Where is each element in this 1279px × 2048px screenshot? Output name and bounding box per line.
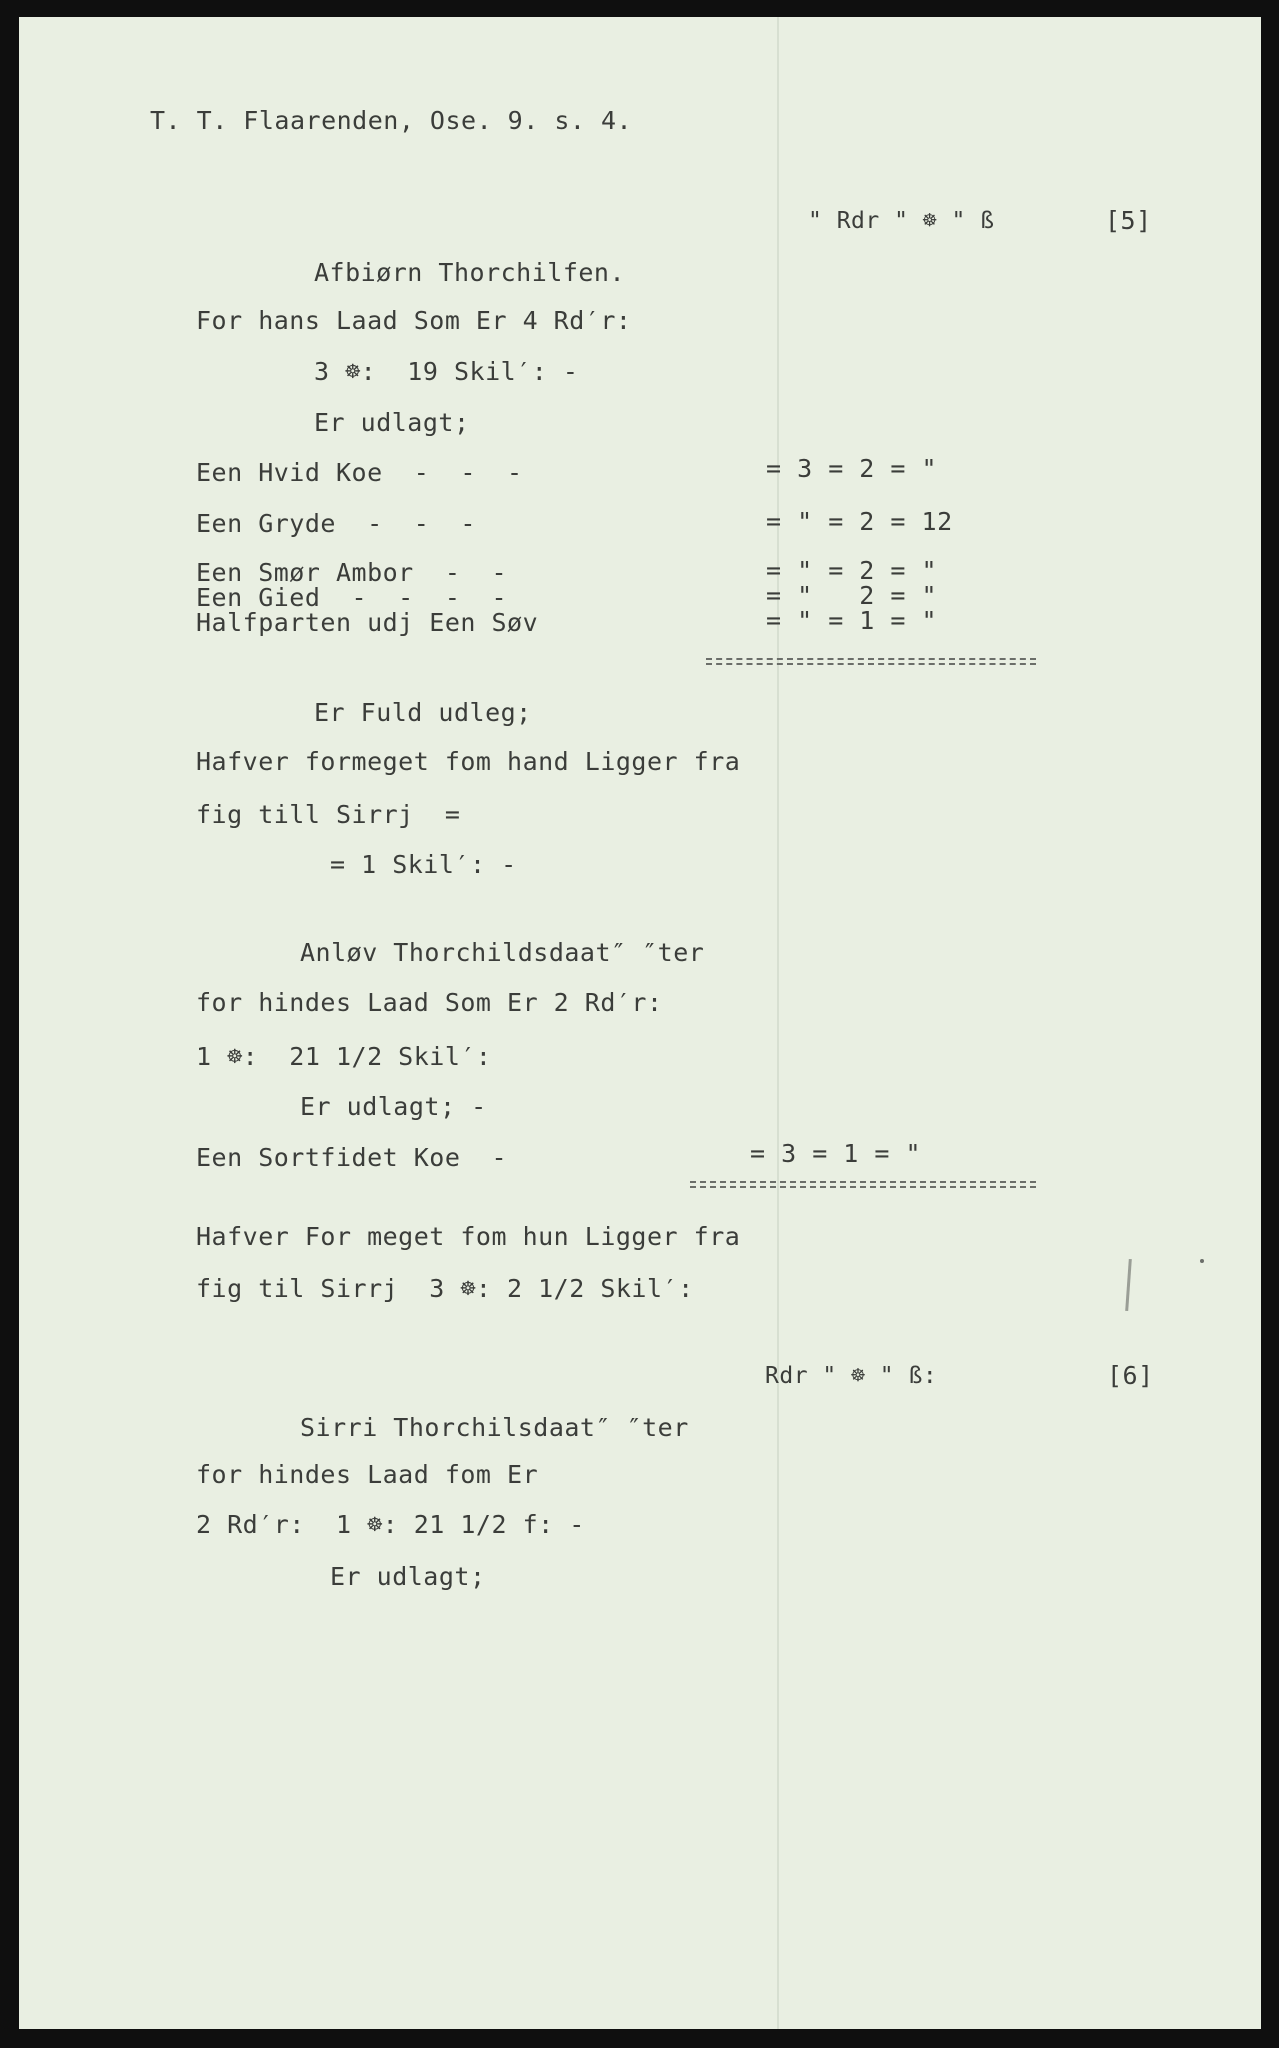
text-line: 1 ☸: 21 1/2 Skil′: bbox=[196, 1042, 492, 1071]
text-line: Er udlagt; bbox=[330, 1562, 486, 1591]
item-amount: = " = 2 = " bbox=[766, 556, 938, 585]
page-number: [6] bbox=[1107, 1361, 1154, 1390]
text-line: for hindes Laad fom Er bbox=[196, 1460, 539, 1489]
text-line: Hafver formeget fom hand Ligger fra bbox=[196, 747, 741, 776]
item-amount: = " = 2 = 12 bbox=[766, 507, 953, 536]
double-rule bbox=[690, 1181, 1036, 1183]
heir-name: Sirri Thorchilsdaat″ ″ter bbox=[300, 1413, 689, 1442]
heir-name: Afbiørn Thorchilfen. bbox=[314, 258, 626, 287]
text-line: Er udlagt; - bbox=[300, 1092, 487, 1121]
text-line: Hafver For meget fom hun Ligger fra bbox=[196, 1222, 741, 1251]
item-amount: = 3 = 1 = " bbox=[750, 1139, 922, 1168]
text-line: Er udlagt; bbox=[314, 408, 470, 437]
item-amount: = " = 1 = " bbox=[766, 606, 938, 635]
item-amount: = " 2 = " bbox=[766, 581, 938, 610]
item-name: Een Hvid Koe - - - bbox=[196, 458, 523, 487]
item-amount: = 3 = 2 = " bbox=[766, 454, 938, 483]
document-header: T. T. Flaarenden, Ose. 9. s. 4. bbox=[150, 106, 633, 135]
item-name: Halfparten udj Een Søv bbox=[196, 608, 539, 637]
page-number: [5] bbox=[1105, 206, 1152, 235]
text-line: fig til Sirrj 3 ☸: 2 1/2 Skil′: bbox=[196, 1274, 694, 1303]
text-line: 3 ☸: 19 Skil′: - bbox=[314, 357, 579, 386]
text-line: Er Fuld udleg; bbox=[314, 698, 532, 727]
item-name: Een Sortfidet Koe - bbox=[196, 1143, 508, 1172]
double-rule bbox=[706, 658, 1036, 660]
column-header: " Rdr " ☸ " ß bbox=[808, 208, 995, 234]
text-line: for hindes Laad Som Er 2 Rd′r: bbox=[196, 988, 663, 1017]
text-line: = 1 Skil′: - bbox=[330, 850, 517, 879]
text-line: 2 Rd′r: 1 ☸: 21 1/2 f: - bbox=[196, 1510, 585, 1539]
item-name: Een Gryde - - - bbox=[196, 509, 476, 538]
ink-dot bbox=[1200, 1259, 1204, 1263]
text-line: fig till Sirrj = bbox=[196, 800, 461, 829]
heir-name: Anløv Thorchildsdaat″ ″ter bbox=[300, 938, 705, 967]
item-name: Een Gied - - - - bbox=[196, 583, 508, 612]
page-fold bbox=[777, 17, 779, 2029]
text-line: For hans Laad Som Er 4 Rd′r: bbox=[196, 306, 632, 335]
column-header: Rdr " ☸ " ß: bbox=[765, 1363, 938, 1389]
item-name: Een Smør Ambor - - bbox=[196, 558, 508, 587]
